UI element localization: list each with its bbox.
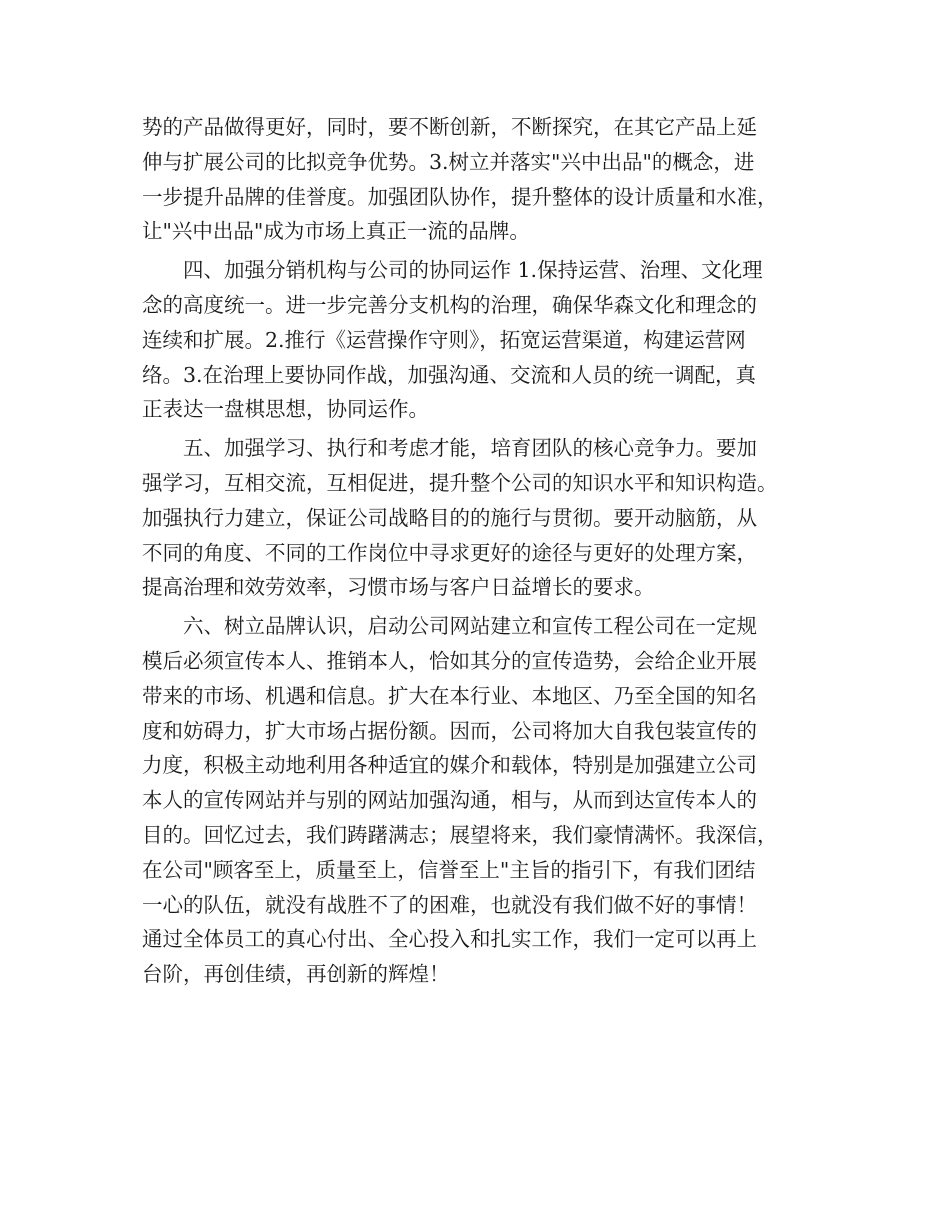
text-line: 通过全体员工的真心付出、全心投入和扎实工作，我们一定可以再上 — [142, 927, 757, 952]
text-line: 台阶，再创佳绩，再创新的辉煌！ — [142, 962, 450, 987]
text-line: 伸与扩展公司的比拟竞争优势。3.树立并落实"兴中出品"的概念，进 — [142, 149, 755, 174]
text-line: 加强执行力建立，保证公司战略目的的施行与贯彻。要开动脑筋，从 — [142, 505, 757, 530]
text-line: 度和妨碍力，扩大市场占据份额。因而，公司将加大自我包装宣传的 — [142, 718, 757, 743]
text-line: 念的高度统一。进一步完善分支机构的治理，确保华森文化和理念的 — [142, 292, 757, 317]
text-line: 六、树立品牌认识，启动公司网站建立和宣传工程公司在一定规 — [142, 614, 757, 639]
paragraph-2 — [142, 253, 826, 427]
text-line: 一步提升品牌的佳誉度。加强团队协作，提升整体的设计质量和水准， — [142, 184, 778, 209]
paragraph-4 — [142, 609, 826, 992]
text-line: 本人的宣传网站并与别的网站加强沟通，相与，从而到达宣传本人的 — [142, 788, 757, 813]
text-line: 模后必须宣传本人、推销本人，恰如其分的宣传造势，会给企业开展 — [142, 648, 757, 673]
text-line: 目的。回忆过去，我们踌躇满志；展望将来，我们豪情满怀。我深信， — [142, 822, 778, 847]
text-line: 让"兴中出品"成为市场上真正一流的品牌。 — [142, 219, 530, 244]
text-line: 五、加强学习、执行和考虑才能，培育团队的核心竞争力。要加 — [142, 436, 757, 461]
text-line: 四、加强分销机构与公司的协同运作 1.保持运营、治理、文化理 — [142, 258, 763, 283]
text-line: 在公司"顾客至上，质量至上，信誉至上"主旨的指引下，有我们团结 — [142, 857, 756, 882]
text-line: 势的产品做得更好，同时，要不断创新，不断探究，在其它产品上延 — [142, 115, 757, 139]
text-line: 强学习，互相交流，互相促进，提升整个公司的知识水平和知识构造。 — [142, 470, 778, 495]
text-line: 提高治理和效劳效率，习惯市场与客户日益增长的要求。 — [142, 575, 655, 600]
paragraph-3 — [142, 431, 826, 605]
text-line: 不同的角度、不同的工作岗位中寻求更好的途径与更好的处理方案， — [142, 540, 757, 565]
text-line: 带来的市场、机遇和信息。扩大在本行业、本地区、乃至全国的知名 — [142, 683, 757, 708]
text-line: 络。3.在治理上要协同作战，加强沟通、交流和人员的统一调配，真 — [142, 362, 757, 387]
document-body — [142, 110, 826, 992]
paragraph-1 — [142, 110, 826, 249]
text-line: 正表达一盘棋思想，协同运作。 — [142, 397, 429, 422]
text-line: 连续和扩展。2.推行《运营操作守则》，拓宽运营渠道，构建运营网 — [142, 327, 746, 352]
text-line: 一心的队伍，就没有战胜不了的困难，也就没有我们做不好的事情！ — [142, 892, 757, 917]
text-line: 力度，积极主动地利用各种适宜的媒介和载体，特别是加强建立公司 — [142, 753, 757, 778]
